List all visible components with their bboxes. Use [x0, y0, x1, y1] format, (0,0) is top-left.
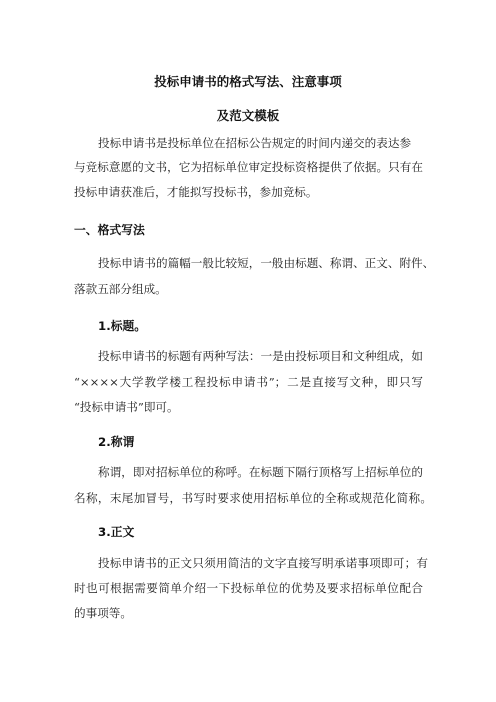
- subheading-title: 1.标题。: [98, 319, 147, 333]
- sub3-line-1: 投标申请书的正文只须用简洁的文字直接写明承诺事项即可；有: [98, 556, 428, 570]
- sub3-line-3: 的事项等。: [74, 606, 132, 620]
- section1-line-1: 投标申请书的篇幅一般比较短，一般由标题、称谓、正文、附件、: [98, 256, 435, 270]
- sub2-line-2: 名称，末尾加冒号，书写时要求使用招标单位的全称或规范化简称。: [74, 491, 432, 505]
- intro-line-2: 与竞标意愿的文书，它为招标单位审定投标资格提供了依据。只有在: [74, 160, 423, 174]
- subheading-salutation: 2.称谓: [98, 435, 135, 449]
- sub1-line-2: “××××大学教学楼工程投标申请书”；二是直接写文种，即只写: [74, 375, 423, 389]
- document-title-line-2: 及范文模板: [216, 108, 280, 123]
- document-title-line-1: 投标申请书的格式写法、注意事项: [154, 74, 342, 89]
- section1-line-2: 落款五部分组成。: [74, 282, 167, 296]
- sub2-line-1: 称谓，即对招标单位的称呼。在标题下隔行顶格写上招标单位的: [98, 465, 423, 479]
- sub3-line-2: 时也可根据需要简单介绍一下投标单位的优势及要求招标单位配合: [74, 581, 423, 595]
- intro-line-3: 投标申请获准后，才能拟写投标书，参加竞标。: [74, 185, 318, 199]
- sub1-line-1: 投标申请书的标题有两种写法：一是由投标项目和文种组成，如: [98, 349, 423, 363]
- sub1-line-3: “投标申请书”即可。: [74, 400, 179, 414]
- section-heading-format: 一、格式写法: [74, 223, 145, 237]
- subheading-body: 3.正文: [98, 525, 135, 539]
- intro-line-1: 投标申请书是投标单位在招标公告规定的时间内递交的表达参: [98, 136, 412, 150]
